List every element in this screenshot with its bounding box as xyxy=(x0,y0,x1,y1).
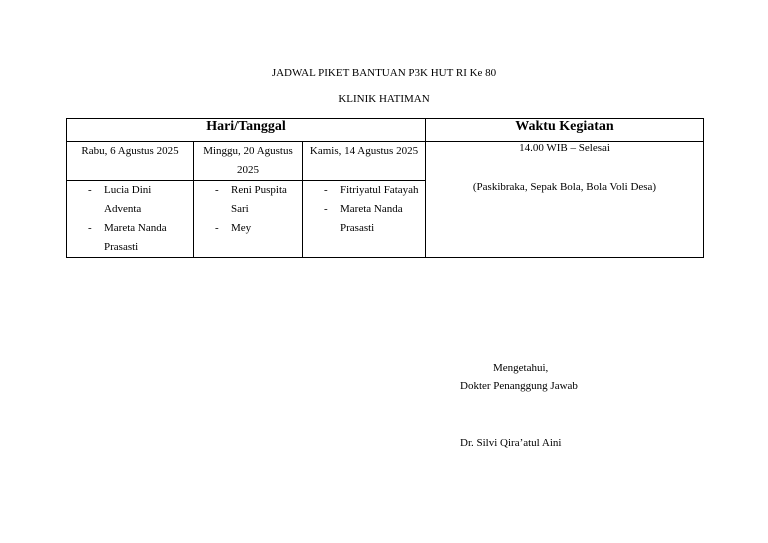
name-list-3 xyxy=(303,181,425,238)
staff-name: Fitriyatul Fatayah xyxy=(340,184,419,196)
names-cell-1 xyxy=(67,181,194,258)
list-item xyxy=(67,219,193,257)
schedule-table xyxy=(66,118,704,258)
activity-list: (Paskibraka, Sepak Bola, Bola Voli Desa) xyxy=(472,181,657,193)
document-title: JADWAL PIKET BANTUAN P3K HUT RI Ke 80 xyxy=(271,67,497,79)
list-marker: - xyxy=(215,184,219,196)
staff-name: Mareta Nanda Prasasti xyxy=(340,203,403,234)
activity-time: 14.00 WIB – Selesai xyxy=(519,142,610,154)
list-item xyxy=(303,181,425,200)
activity-time-cell xyxy=(426,142,704,258)
date-cell-2: Minggu, 20 Agustus 2025 xyxy=(194,142,303,181)
table-date-row xyxy=(67,142,704,181)
list-marker: - xyxy=(88,222,92,234)
staff-name: Reni Puspita Sari xyxy=(231,184,287,215)
name-list-1 xyxy=(67,181,193,257)
signatory-role: Dokter Penanggung Jawab xyxy=(460,380,578,392)
staff-name: Mey xyxy=(231,222,252,234)
acknowledged-label: Mengetahui, xyxy=(493,362,549,374)
date-cell-1: Rabu, 6 Agustus 2025 xyxy=(67,142,194,181)
list-marker: - xyxy=(324,203,328,215)
list-item xyxy=(194,219,302,238)
list-item xyxy=(67,181,193,219)
staff-name: Lucia Dini Adventa xyxy=(104,184,152,215)
signatory-name: Dr. Silvi Qira’atul Aini xyxy=(460,437,562,449)
name-list-2 xyxy=(194,181,302,238)
header-day-date: Hari/Tanggal xyxy=(67,119,426,142)
table-header-row xyxy=(67,119,704,142)
names-cell-2 xyxy=(194,181,303,258)
header-activity-time: Waktu Kegiatan xyxy=(426,119,704,142)
document-subtitle: KLINIK HATIMAN xyxy=(338,93,430,105)
names-cell-3 xyxy=(303,181,426,258)
list-item xyxy=(194,181,302,219)
list-item xyxy=(303,200,425,238)
list-marker: - xyxy=(324,184,328,196)
date-cell-3: Kamis, 14 Agustus 2025 xyxy=(303,142,426,181)
staff-name: Mareta Nanda Prasasti xyxy=(104,222,167,253)
list-marker: - xyxy=(88,184,92,196)
list-marker: - xyxy=(215,222,219,234)
